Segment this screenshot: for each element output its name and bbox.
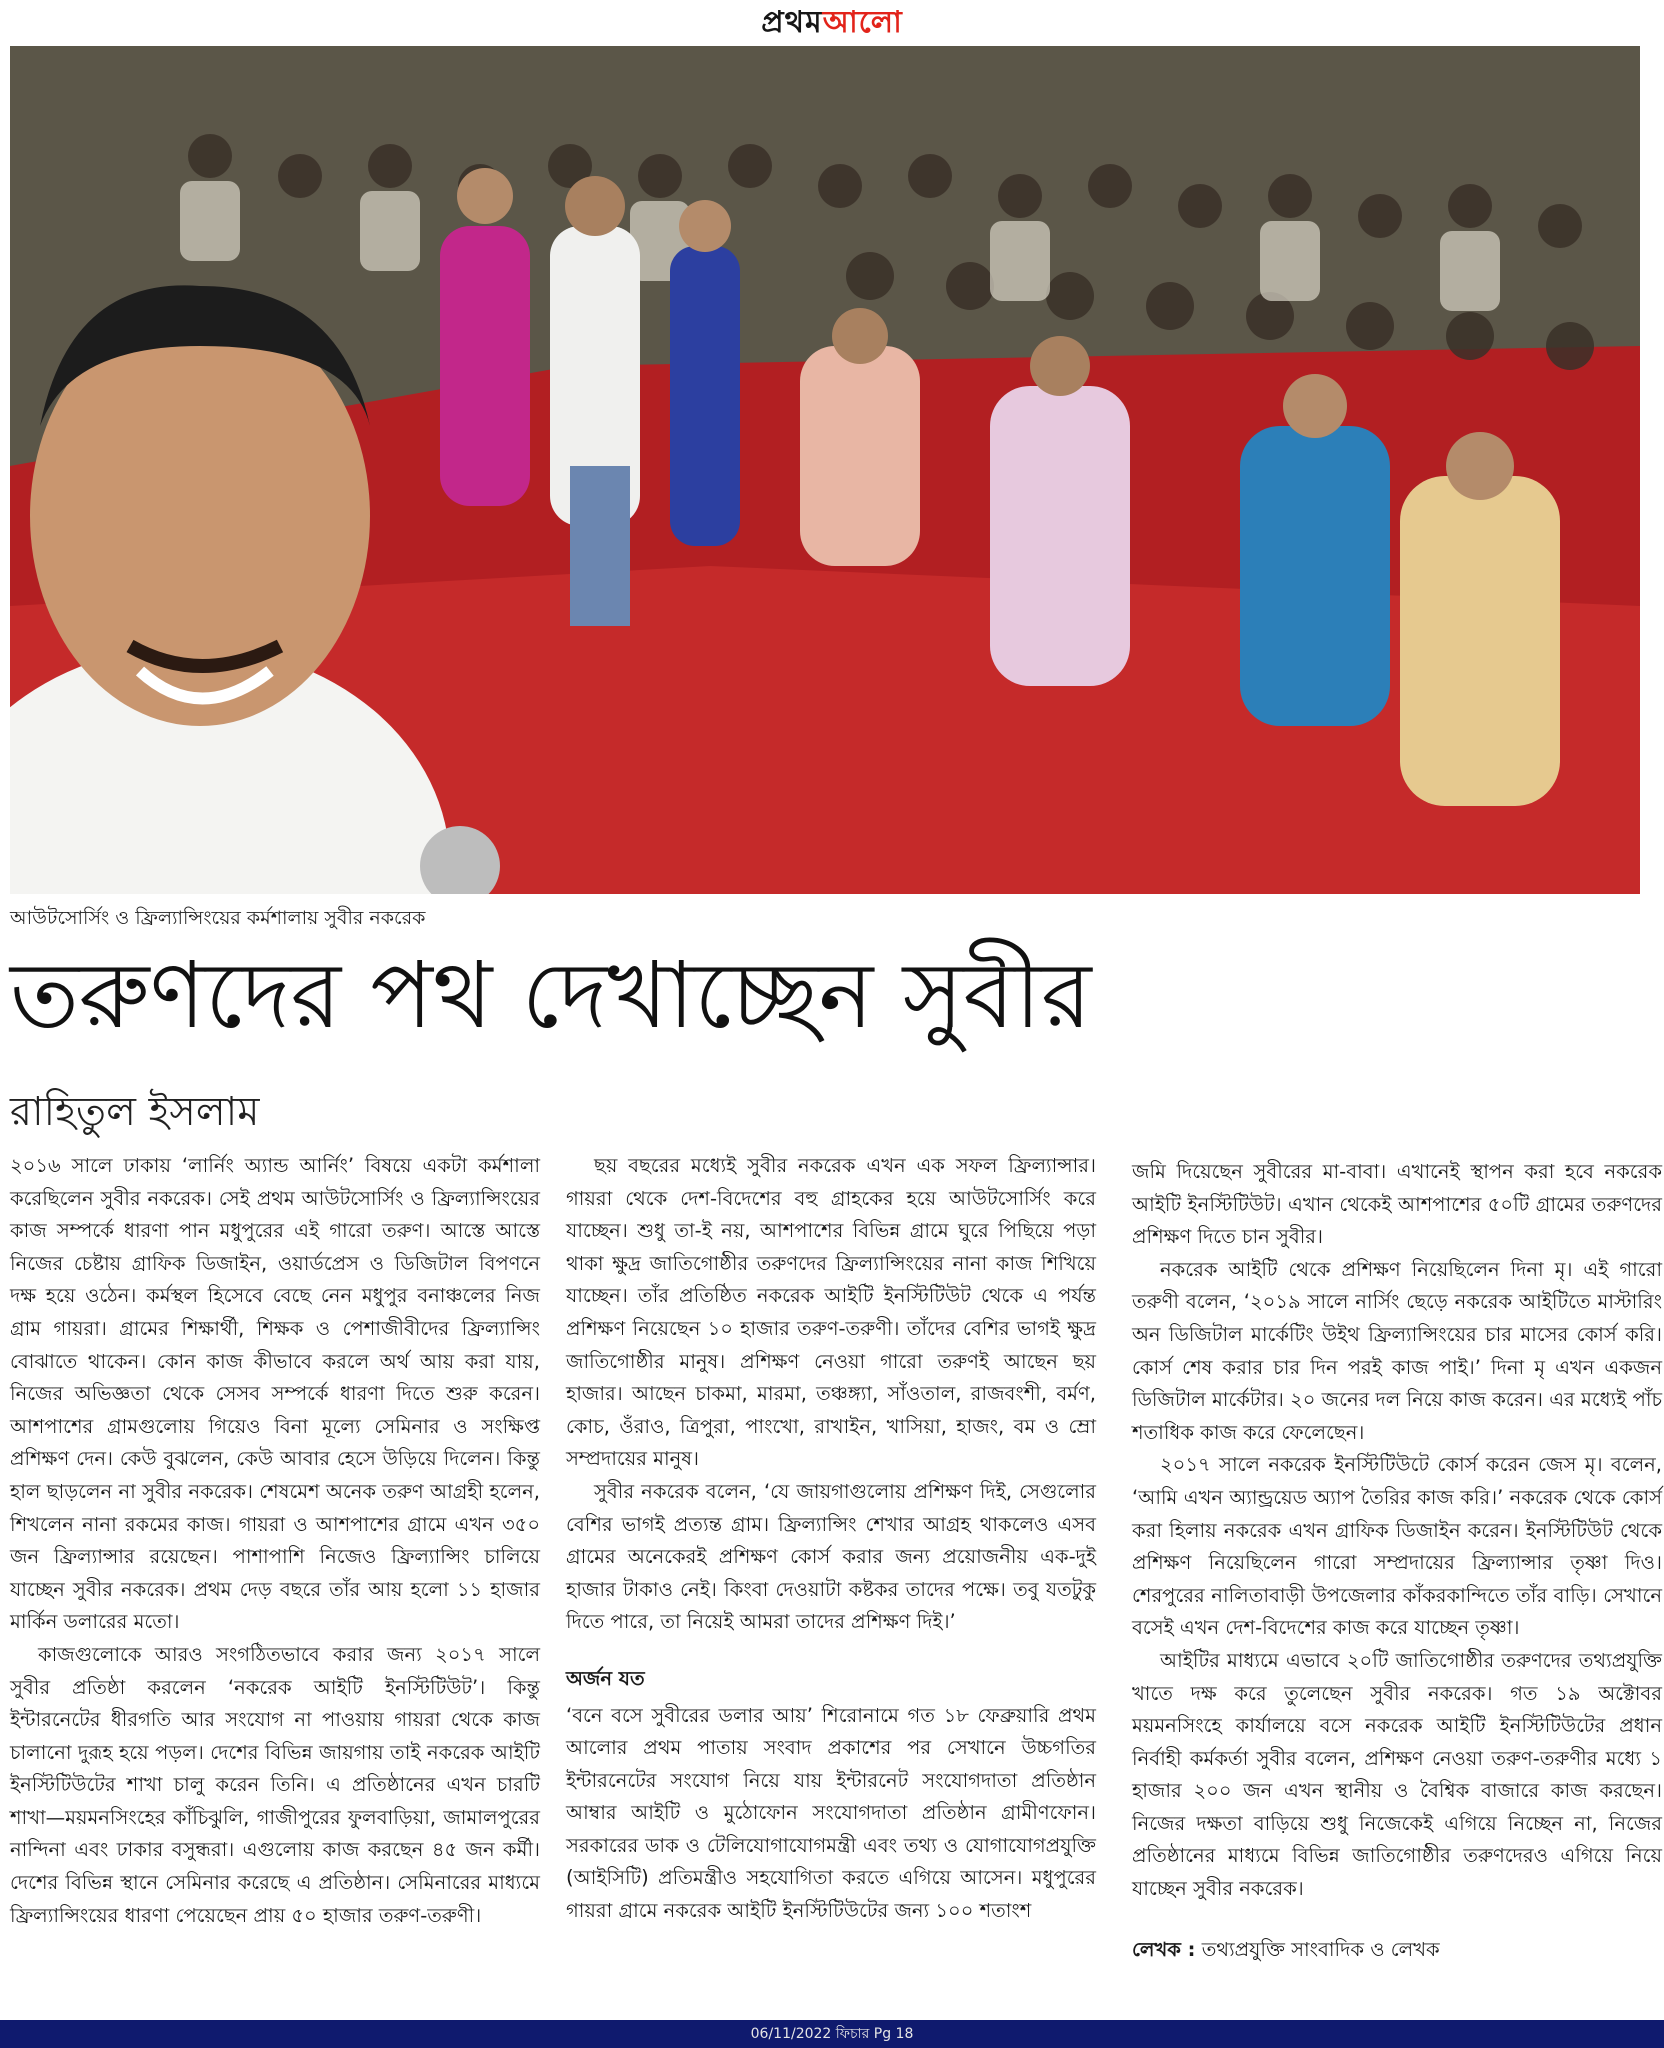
masthead-logo xyxy=(0,0,1664,46)
standing-man-head xyxy=(565,176,625,236)
seated-woman-peach-head xyxy=(832,308,888,364)
seated-woman-yellow-head xyxy=(1446,432,1514,500)
woman-blue-dress xyxy=(670,246,740,546)
col3-paragraph-2: নকরেক আইটি থেকে প্রশিক্ষণ নিয়েছিলেন দিনা মৃ। এই গারো তরুণী বলেন, ‘২০১৯ সালে নার্সিং ছেড়ে নকরেক আইটিতে মাস্টারিং অন ডিজিটাল মার্কেটিং উইথ ফ্রিল্যান্সিংয়ের চার মাসের কোর্স করি। কোর্স শেষ করার চার দিন পরই কাজ পাই।’ দিনা মৃ এখন একজন ডিজিটাল মার্কেটার। ২০ জনের দল নিয়ে কাজ করেন। এর মধ্যেই পাঁচ শতাধিক কাজ করে ফেলেছেন। xyxy=(1132,1257,1662,1444)
col2-paragraph-2: সুবীর নকরেক বলেন, ‘যে জায়গাগুলোয় প্রশিক্ষণ দিই, সেগুলোর বেশির ভাগই প্রত্যন্ত গ্রাম। ফ্রিল্যান্সিং শেখার আগ্রহ থাকলেও এসব গ্রামের অনেকেরই প্রশিক্ষণ কোর্স করার জন্য প্রয়োজনীয় এক-দুই হাজার টাকাও নেই। কিংবা দেওয়াটা কষ্টকর তাদের পক্ষে। তবু যতটুকু দিতে পারে, তা নিয়েই আমরা তাদের প্রশিক্ষণ দিই।’ xyxy=(566,1479,1096,1634)
seated-woman-lilac xyxy=(990,386,1130,686)
col3-paragraph-4: আইটির মাধ্যমে এভাবে ২০টি জাতিগোষ্ঠীর তরুণদের তথ্যপ্রযুক্তি খাতে দক্ষ করে তুলেছেন সুবীর নকরেক। গত ১৯ অক্টোবর ময়মনসিংহে কার্যালয়ে বসে নকরেক আইটি ইনস্টিটিউটের প্রধান নির্বাহী কর্মকর্তা সুবীর বলেন, প্রশিক্ষণ নেওয়া তরুণ-তরুণীর মধ্যে ১ হাজার ২০০ জন এখন স্থানীয় ও বৈশ্বিক বাজারে কাজ করছেন। নিজের দক্ষতা বাড়িয়ে শুধু নিজেকেই এগিয়ে নিচ্ছেন না, নিজের প্রতিষ্ঠানের মাধ্যমে বিভিন্ন জাতিগোষ্ঠীর তরুণদেরও এগিয়ে নিয়ে যাচ্ছেন সুবীর নকরেক। xyxy=(1132,1648,1662,1901)
article-column-1 xyxy=(10,1150,540,1932)
seated-woman-blue-hijab xyxy=(1240,426,1390,726)
seated-woman-yellow xyxy=(1400,476,1560,806)
col3-paragraph-3: ২০১৭ সালে নকরেক ইনস্টিটিউটে কোর্স করেন জেস মৃ। বলেন, ‘আমি এখন অ্যান্ড্রয়েড অ্যাপ তৈরির কাজ করি।’ নকরেক থেকে কোর্স করা হিলায় নকরেক এখন গ্রাফিক ডিজাইন করেন। ইনস্টিটিউট থেকে প্রশিক্ষণ নিয়েছিলেন গারো সম্প্রদায়ের ফ্রিল্যান্সার তৃষ্ণা দিও। শেরপুরের নালিতাবাড়ী উপজেলার কাঁকরকান্দিতে তাঁর বাড়ি। সেখানে বসেই এখন দেশ-বিদেশের কাজ করে যাচ্ছেন তৃষ্ণা। xyxy=(1132,1453,1662,1640)
section-subhead: অর্জন যত xyxy=(566,1666,645,1690)
col3-paragraph-1: জমি দিয়েছেন সুবীরের মা-বাবা। এখানেই স্থাপন করা হবে নকরেক আইটি ইনস্টিটিউট। এখান থেকেই আশপাশের ৫০টি গ্রামের তরুণদের প্রশিক্ষণ দিতে চান সুবীর। xyxy=(1132,1160,1662,1249)
standing-man-jeans xyxy=(570,466,630,626)
col2-paragraph-3: ‘বনে বসে সুবীরের ডলার আয়’ শিরোনামে গত ১৮ ফেব্রুয়ারি প্রথম আলোর প্রথম পাতায় সংবাদ প্রকাশের পর সেখানে উচ্চগতির ইন্টারনেটের সংযোগ নিয়ে যায় ইন্টারনেট সংযোগদাতা প্রতিষ্ঠান আম্বার আইটি ও মুঠোফোন সংযোগদাতা প্রতিষ্ঠান গ্রামীণফোন। সরকারের ডাক ও টেলিযোগাযোগমন্ত্রী এবং তথ্য ও যোগাযোগপ্রযুক্তি (আইসিটি) প্রতিমন্ত্রীও সহযোগিতা করতে এগিয়ে আসেন। মধুপুরের গায়রা গ্রামে নকরেক আইটি ইনস্টিটিউটের জন্য ১০০ শতাংশ xyxy=(566,1703,1096,1923)
author-label: লেখক : xyxy=(1132,1937,1196,1961)
headline: তরুণদের পথ দেখাচ্ছেন সুবীর xyxy=(10,942,1092,1049)
article-column-3 xyxy=(1132,1156,1662,1966)
workshop-photo xyxy=(10,46,1640,894)
col1-paragraph-2: কাজগুলোকে আরও সংগঠিতভাবে করার জন্য ২০১৭ সালে সুবীর প্রতিষ্ঠা করলেন ‘নকরেক আইটি ইনস্টিটিউট’। কিন্তু ইন্টারনেটের ধীরগতি আর সংযোগ না পাওয়ায় গায়রা থেকে কাজ চালানো দুরূহ হয়ে পড়ল। দেশের বিভিন্ন জায়গায় তাই নকরেক আইটি ইনস্টিটিউটের শাখা চালু করেন তিনি। এ প্রতিষ্ঠানের এখন চারটি শাখা—ময়মনসিংহের কাঁচিঝুলি, গাজীপুরের ফুলবাড়িয়া, জামালপুরের নান্দিনা এবং ঢাকার বসুন্ধরা। এগুলোয় কাজ করছেন ৪৫ জন কর্মী। দেশের বিভিন্ন স্থানে সেমিনার করেছে এ প্রতিষ্ঠান। সেমিনারের মাধ্যমে ফ্রিল্যান্সিংয়ের ধারণা পেয়েছেন প্রায় ৫০ হাজার তরুণ-তরুণী। xyxy=(10,1642,540,1927)
author-credit xyxy=(1132,1934,1662,1967)
photo-illustration xyxy=(10,46,1640,894)
masthead-part1: প্রথম xyxy=(761,5,823,40)
author-text: তথ্যপ্রযুক্তি সাংবাদিক ও লেখক xyxy=(1201,1937,1440,1961)
seated-woman-lilac-head xyxy=(1030,336,1090,396)
seated-woman-blue-head xyxy=(1283,374,1347,438)
seated-woman-peach xyxy=(800,346,920,566)
byline: রাহিতুল ইসলাম xyxy=(10,1089,260,1135)
woman-pink-head xyxy=(457,168,513,224)
masthead-part2: আলো xyxy=(822,5,903,40)
woman-pink-sari xyxy=(440,226,530,506)
page-footer: 06/11/2022 ফিচার Pg 18 xyxy=(0,2020,1664,2048)
photo-caption: আউটসোর্সিং ও ফ্রিল্যান্সিংয়ের কর্মশালায় সুবীর নকরেক xyxy=(10,907,426,929)
article-column-2 xyxy=(566,1150,1096,1928)
col2-paragraph-1: ছয় বছরের মধ্যেই সুবীর নকরেক এখন এক সফল ফ্রিল্যান্সার। গায়রা থেকে দেশ-বিদেশের বহু গ্রাহকের হয়ে আউটসোর্সিং করে যাচ্ছেন। শুধু তা-ই নয়, আশপাশের বিভিন্ন গ্রামে ঘুরে পিছিয়ে পড়া থাকা ক্ষুদ্র জাতিগোষ্ঠীর তরুণদের ফ্রিল্যান্সিংয়ের নানা কাজ শিখিয়ে যাচ্ছেন। তাঁর প্রতিষ্ঠিত নকরেক আইটি ইনস্টিটিউট থেকে এ পর্যন্ত প্রশিক্ষণ নিয়েছেন ১০ হাজার তরুণ-তরুণী। তাঁদের বেশির ভাগই ক্ষুদ্র জাতিগোষ্ঠীর মানুষ। প্রশিক্ষণ নেওয়া গারো তরুণই আছেন ছয় হাজার। আছেন চাকমা, মারমা, তঞ্চঙ্গ্যা, সাঁওতাল, রাজবংশী, বর্মণ, কোচ, ওঁরাও, ত্রিপুরা, পাংখো, রাখাইন, খাসিয়া, হাজং, বম ও ম্রো সম্প্রদায়ের মানুষ। xyxy=(566,1154,1096,1471)
col1-paragraph-1: ২০১৬ সালে ঢাকায় ‘লার্নিং অ্যান্ড আর্নিং’ বিষয়ে একটা কর্মশালা করেছিলেন সুবীর নকরেক। সেই প্রথম আউটসোর্সিং ও ফ্রিল্যান্সিংয়ের কাজ সম্পর্কে ধারণা পান মধুপুরের এই গারো তরুণ। আস্তে আস্তে নিজের চেষ্টায় গ্রাফিক ডিজাইন, ওয়ার্ডপ্রেস ও ডিজিটাল বিপণনে দক্ষ হয়ে ওঠেন। কর্মস্থল হিসেবে বেছে নেন মধুপুর বনাঞ্চলের নিজ গ্রাম গায়রা। গ্রামের শিক্ষার্থী, শিক্ষক ও পেশাজীবীদের ফ্রিল্যান্সিং বোঝাতে থাকেন। কোন কাজ কীভাবে করলে অর্থ আয় করা যায়, নিজের অভিজ্ঞতা থেকে সেসব সম্পর্কে ধারণা দিতে শুরু করেন। আশপাশের গ্রামগুলোয় গিয়েও বিনা মূল্যে সেমিনার ও সংক্ষিপ্ত প্রশিক্ষণ দেন। কেউ বুঝলেন, কেউ আবার হেসে উড়িয়ে দিলেন। কিন্তু হাল ছাড়লেন না সুবীর নকরেক। শেষমেশ অনেক তরুণ আগ্রহী হলেন, শিখলেন নানা রকমের কাজ। গায়রা ও আশপাশের গ্রামে এখন ৩৫০ জন ফ্রিল্যান্সার রয়েছেন। পাশাপাশি নিজেও ফ্রিল্যান্সিং চালিয়ে যাচ্ছেন সুবীর নকরেক। প্রথম দেড় বছরে তাঁর আয় হলো ১১ হাজার মার্কিন ডলারের মতো। xyxy=(10,1154,540,1634)
woman-blue-head xyxy=(679,200,731,252)
